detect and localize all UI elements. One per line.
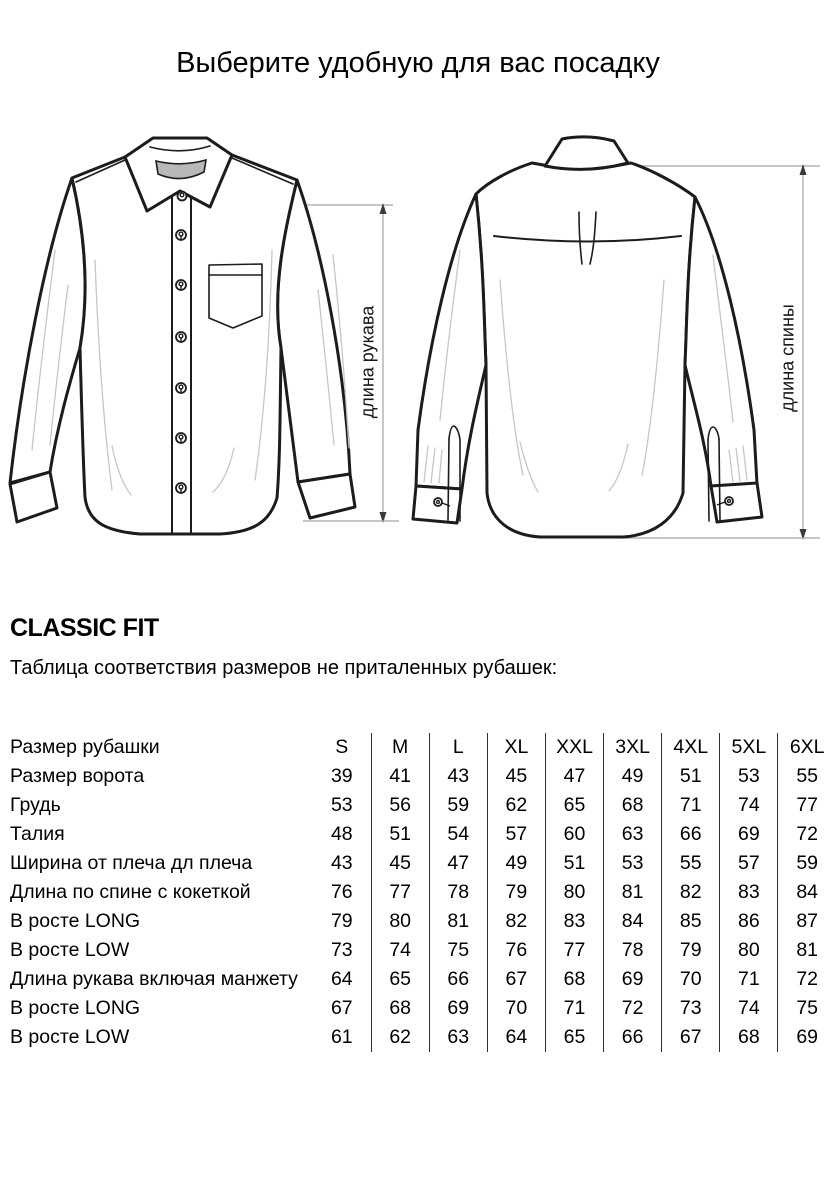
cell-r10-L: 63: [429, 1023, 487, 1052]
shirt-front-drawing: [0, 130, 400, 605]
cell-r7-L: 75: [429, 936, 487, 965]
row-label: В росте LONG: [10, 910, 141, 932]
row-label: В росте LOW: [10, 1026, 130, 1048]
table-row: [0, 762, 836, 791]
cell-r5-3XL: 81: [604, 878, 662, 907]
row-label: В росте LONG: [10, 997, 141, 1019]
table-row: [0, 878, 836, 907]
back-sleeve-left: [413, 194, 486, 523]
table-row: [0, 1023, 836, 1052]
cell-r10-6XL: 69: [778, 1023, 836, 1052]
cell-r1-5XL: 53: [720, 762, 778, 791]
cell-r7-6XL: 81: [778, 936, 836, 965]
button-icon: [176, 280, 186, 290]
cell-r5-4XL: 82: [662, 878, 720, 907]
button-icon: [176, 383, 186, 393]
button-icon: [178, 192, 187, 201]
button-icon: [176, 483, 186, 493]
size-header-4XL: 4XL: [662, 733, 720, 762]
cell-r2-6XL: 77: [778, 791, 836, 820]
fit-subtitle: Таблица соответствия размеров не приталенных рубашек:: [10, 657, 558, 679]
cell-r2-5XL: 74: [720, 791, 778, 820]
cell-r4-XL: 49: [487, 849, 545, 878]
size-table-header-row: [0, 733, 836, 762]
cell-r9-L: 69: [429, 994, 487, 1023]
cell-r7-5XL: 80: [720, 936, 778, 965]
size-table: [0, 733, 836, 1052]
size-header-M: M: [371, 733, 429, 762]
cell-r4-4XL: 55: [662, 849, 720, 878]
front-sleeve-right: [278, 180, 355, 518]
button-icon: [176, 230, 186, 240]
cell-r2-L: 59: [429, 791, 487, 820]
back-collar: [545, 137, 628, 169]
cell-r6-XXL: 83: [545, 907, 603, 936]
table-row: [0, 936, 836, 965]
cell-r10-5XL: 68: [720, 1023, 778, 1052]
cell-r1-XL: 45: [487, 762, 545, 791]
cell-r7-3XL: 78: [604, 936, 662, 965]
row-label: Размер рубашки: [10, 736, 160, 758]
fit-heading: CLASSIC FIT: [10, 614, 159, 642]
page-title: Выберите удобную для вас посадку: [176, 47, 660, 79]
cell-r10-M: 62: [371, 1023, 429, 1052]
cell-r10-S: 61: [330, 1026, 353, 1048]
cell-r4-L: 47: [429, 849, 487, 878]
row-label: Грудь: [10, 794, 61, 816]
cell-r2-4XL: 71: [662, 791, 720, 820]
cell-r3-M: 51: [371, 820, 429, 849]
cell-r8-3XL: 69: [604, 965, 662, 994]
cell-r1-4XL: 51: [662, 762, 720, 791]
cell-r6-XL: 82: [487, 907, 545, 936]
cell-r8-S: 64: [330, 968, 353, 990]
size-header-L: L: [429, 733, 487, 762]
cell-r2-S: 53: [330, 794, 353, 816]
cell-r8-M: 65: [371, 965, 429, 994]
cell-r9-XL: 70: [487, 994, 545, 1023]
size-header-XXL: XXL: [545, 733, 603, 762]
cell-r6-6XL: 87: [778, 907, 836, 936]
cell-r3-XL: 57: [487, 820, 545, 849]
cell-r3-4XL: 66: [662, 820, 720, 849]
cell-r4-M: 45: [371, 849, 429, 878]
cell-r9-M: 68: [371, 994, 429, 1023]
cell-r3-5XL: 69: [720, 820, 778, 849]
cell-r7-XXL: 77: [545, 936, 603, 965]
table-row: [0, 849, 836, 878]
cell-r8-5XL: 71: [720, 965, 778, 994]
table-row: [0, 994, 836, 1023]
sleeve-length-label: длина рукава: [357, 305, 378, 419]
cell-r5-6XL: 84: [778, 878, 836, 907]
cell-r9-XXL: 71: [545, 994, 603, 1023]
table-row: [0, 965, 836, 994]
cell-r1-6XL: 55: [778, 762, 836, 791]
size-header-XL: XL: [487, 733, 545, 762]
cell-r8-XL: 67: [487, 965, 545, 994]
cell-r4-3XL: 53: [604, 849, 662, 878]
cell-r1-XXL: 47: [545, 762, 603, 791]
cell-r10-3XL: 66: [604, 1023, 662, 1052]
cell-r2-3XL: 68: [604, 791, 662, 820]
cell-r4-XXL: 51: [545, 849, 603, 878]
cell-r6-5XL: 86: [720, 907, 778, 936]
cell-r7-XL: 76: [487, 936, 545, 965]
cell-r4-5XL: 57: [720, 849, 778, 878]
cell-r7-S: 73: [330, 939, 353, 961]
cell-r6-M: 80: [371, 907, 429, 936]
row-label: Длина по спине с кокеткой: [10, 881, 251, 903]
cell-r7-M: 74: [371, 936, 429, 965]
cell-r9-6XL: 75: [778, 994, 836, 1023]
cell-r9-5XL: 74: [720, 994, 778, 1023]
button-icon: [176, 433, 186, 443]
table-row: [0, 907, 836, 936]
cell-r4-S: 43: [330, 852, 353, 874]
cell-r6-3XL: 84: [604, 907, 662, 936]
size-header-S: S: [335, 736, 349, 758]
cell-r6-S: 79: [330, 910, 353, 932]
back-sleeve-right: [685, 197, 762, 522]
cell-r4-6XL: 59: [778, 849, 836, 878]
cell-r1-3XL: 49: [604, 762, 662, 791]
cell-r5-S: 76: [330, 881, 353, 903]
table-row: [0, 791, 836, 820]
cell-r7-4XL: 79: [662, 936, 720, 965]
size-header-3XL: 3XL: [604, 733, 662, 762]
cell-r1-L: 43: [429, 762, 487, 791]
cell-r5-M: 77: [371, 878, 429, 907]
cell-r8-4XL: 70: [662, 965, 720, 994]
cell-r8-XXL: 68: [545, 965, 603, 994]
cell-r3-XXL: 60: [545, 820, 603, 849]
cell-r9-S: 67: [330, 997, 353, 1019]
cell-r3-L: 54: [429, 820, 487, 849]
row-label: Размер ворота: [10, 765, 145, 787]
cell-r2-XXL: 65: [545, 791, 603, 820]
cell-r5-XXL: 80: [545, 878, 603, 907]
cell-r5-5XL: 83: [720, 878, 778, 907]
front-sleeve-left: [10, 178, 85, 522]
cell-r8-6XL: 72: [778, 965, 836, 994]
cell-r2-M: 56: [371, 791, 429, 820]
cell-r10-4XL: 67: [662, 1023, 720, 1052]
size-header-5XL: 5XL: [720, 733, 778, 762]
cell-r2-XL: 62: [487, 791, 545, 820]
row-label: Ширина от плеча дл плеча: [10, 852, 253, 874]
table-row: [0, 820, 836, 849]
cell-r6-4XL: 85: [662, 907, 720, 936]
cell-r5-L: 78: [429, 878, 487, 907]
cell-r9-4XL: 73: [662, 994, 720, 1023]
row-label: Длина рукава включая манжету: [10, 968, 298, 990]
cell-r8-L: 66: [429, 965, 487, 994]
cell-r9-3XL: 72: [604, 994, 662, 1023]
size-header-6XL: 6XL: [778, 733, 836, 762]
cell-r5-XL: 79: [487, 878, 545, 907]
cell-r10-XXL: 65: [545, 1023, 603, 1052]
row-label: В росте LOW: [10, 939, 130, 961]
back-body: [476, 163, 695, 537]
button-icon: [176, 332, 186, 342]
cell-r3-6XL: 72: [778, 820, 836, 849]
row-label: Талия: [10, 823, 65, 845]
cell-r1-S: 39: [330, 765, 353, 787]
cell-r1-M: 41: [371, 762, 429, 791]
shirt-back-drawing: [400, 130, 836, 605]
cell-r6-L: 81: [429, 907, 487, 936]
back-length-label: длина спины: [777, 304, 798, 412]
cell-r3-3XL: 63: [604, 820, 662, 849]
cell-r10-XL: 64: [487, 1023, 545, 1052]
front-body: [72, 155, 297, 534]
cell-r3-S: 48: [330, 823, 353, 845]
